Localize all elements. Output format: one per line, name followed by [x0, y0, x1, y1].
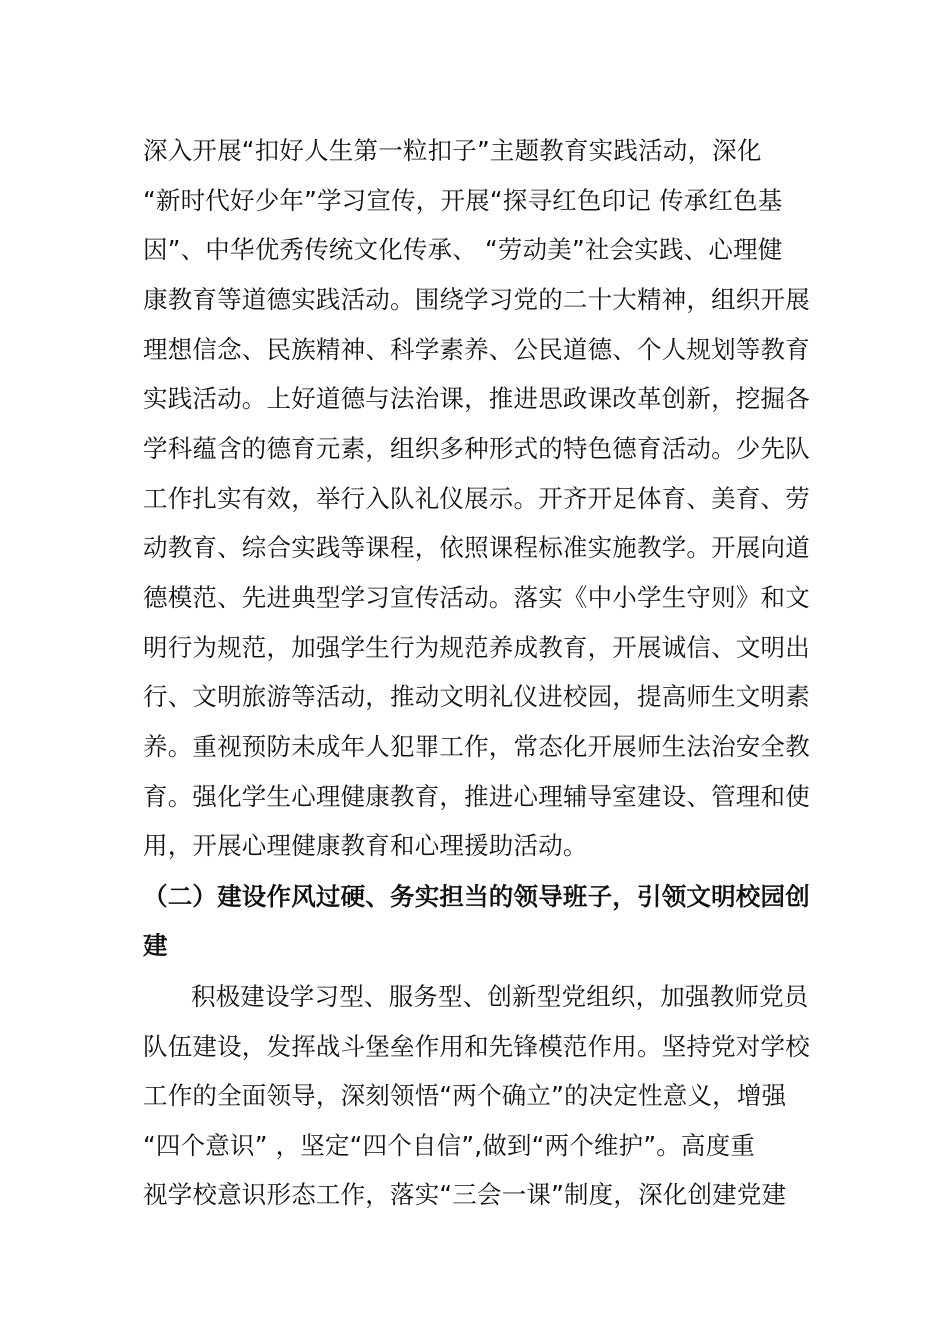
section-heading: （二）建设作风过硬、务实担当的领导班子，引领文明校园创	[143, 882, 810, 911]
paragraph-line: 队伍建设，发挥战斗堡垒作用和先锋模范作用。坚持党对学校	[143, 1032, 810, 1061]
paragraph-line: 育。强化学生心理健康教育，推进心理辅导室建设、管理和使	[143, 782, 810, 811]
paragraph-line: 积极建设学习型、服务型、创新型党组织，加强教师党员	[191, 982, 809, 1011]
paragraph-line: 明行为规范，加强学生行为规范养成教育，开展诚信、文明出	[143, 633, 810, 662]
paragraph-line: 工作的全面领导，深刻领悟“两个确立”的决定性意义，增强	[143, 1081, 787, 1110]
paragraph-line: 因”、中华优秀传统文化传承、 “劳动美”社会实践、心理健	[143, 235, 783, 264]
paragraph-line: 行、文明旅游等活动，推动文明礼仪进校园，提高师生文明素	[143, 682, 810, 711]
paragraph-line: 深入开展“扣好人生第一粒扣子”主题教育实践活动，深化	[143, 136, 762, 165]
paragraph-line: 动教育、综合实践等课程，依照课程标准实施教学。开展向道	[143, 533, 810, 562]
paragraph-line: “新时代好少年”学习宣传，开展“探寻红色印记 传承红色基	[143, 186, 783, 215]
section-heading: 建	[143, 931, 168, 960]
paragraph-line: 用，开展心理健康教育和心理援助活动。	[143, 831, 588, 860]
paragraph-line: 理想信念、民族精神、科学素养、公民道德、个人规划等教育	[143, 335, 810, 364]
paragraph-line: 工作扎实有效，举行入队礼仪展示。开齐开足体育、美育、劳	[143, 484, 810, 513]
paragraph-line: 康教育等道德实践活动。围绕学习党的二十大精神，组织开展	[143, 285, 810, 314]
paragraph-line: 实践活动。上好道德与法治课，推进思政课改革创新，挖掘各	[143, 384, 810, 413]
paragraph-line: 视学校意识形态工作，落实“三会一课”制度，深化创建党建	[143, 1180, 787, 1209]
paragraph-line: 德模范、先进典型学习宣传活动。落实《中小学生守则》和文	[143, 583, 810, 612]
paragraph-line: 养。重视预防未成年人犯罪工作，常态化开展师生法治安全教	[143, 732, 810, 761]
paragraph-line: 学科蕴含的德育元素，组织多种形式的特色德育活动。少先队	[143, 434, 810, 463]
paragraph-line: “四个意识” ，坚定“四个自信”,做到“两个维护”。高度重	[143, 1131, 756, 1160]
